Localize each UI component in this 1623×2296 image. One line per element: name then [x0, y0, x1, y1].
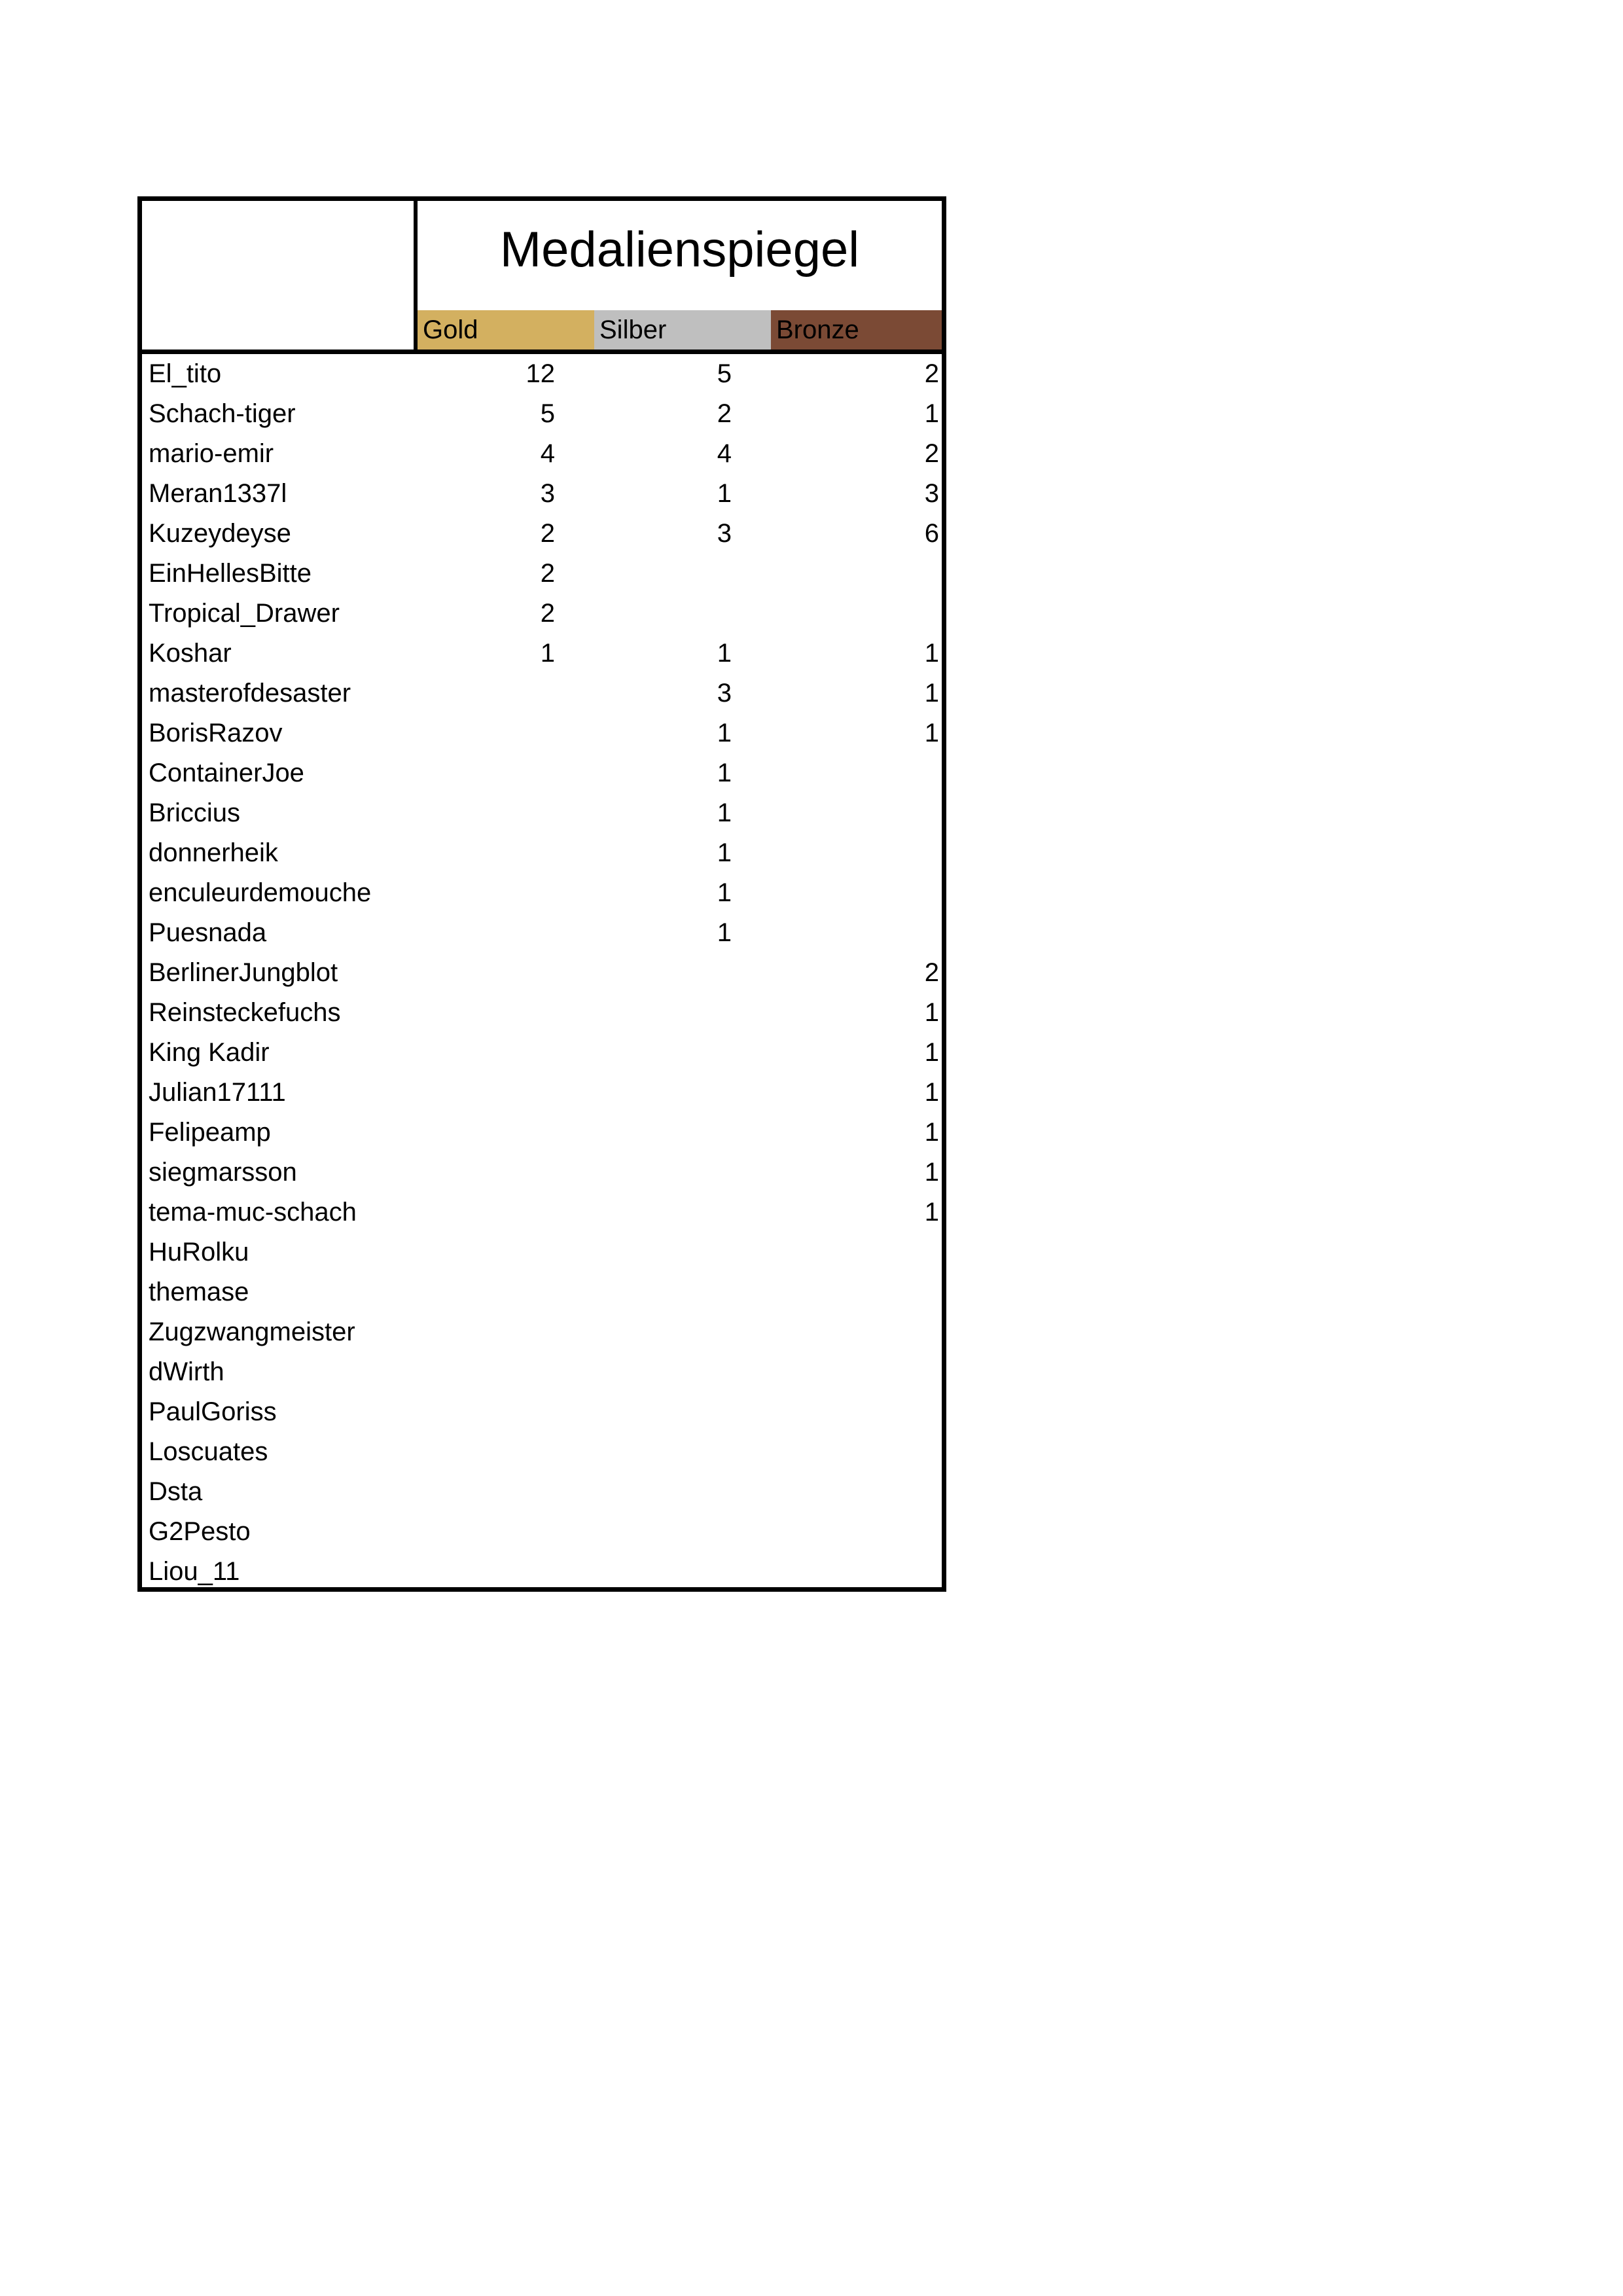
table-row [142, 1432, 942, 1472]
player-name: Dsta [149, 1477, 203, 1506]
table-row [142, 1472, 942, 1512]
table-row [142, 1512, 942, 1552]
player-name: HuRolku [149, 1238, 249, 1266]
table-row [142, 873, 942, 913]
player-name: dWirth [149, 1357, 224, 1386]
table-row [142, 1392, 942, 1432]
player-name: masterofdesaster [149, 679, 351, 708]
table-row [142, 554, 942, 594]
player-name: BerlinerJungblot [149, 958, 338, 987]
bronze-count: 1 [924, 1038, 939, 1067]
player-name: tema-muc-schach [149, 1198, 357, 1227]
player-name: Liou_11 [149, 1557, 240, 1586]
player-name: Felipeamp [149, 1118, 271, 1147]
medal-table [137, 196, 946, 1592]
bronze-count: 1 [924, 719, 939, 747]
silver-count: 1 [717, 918, 732, 947]
table-row [142, 713, 942, 753]
table-row [142, 594, 942, 634]
player-name: Julian17111 [149, 1078, 286, 1107]
gold-count: 12 [526, 359, 555, 388]
table-row [142, 434, 942, 474]
bronze-count: 1 [924, 399, 939, 428]
silver-count: 2 [717, 399, 732, 428]
player-name: Meran1337l [149, 479, 287, 508]
bronze-count: 1 [924, 1078, 939, 1107]
player-name: ContainerJoe [149, 759, 304, 787]
bronze-count: 1 [924, 639, 939, 668]
table-row [142, 953, 942, 993]
column-header-silver: Silber [594, 310, 771, 350]
table-row [142, 1033, 942, 1073]
bronze-count: 3 [924, 479, 939, 508]
bronze-count: 1 [924, 1118, 939, 1147]
table-row [142, 753, 942, 793]
player-name: Zugzwangmeister [149, 1318, 355, 1346]
table-row [142, 394, 942, 434]
gold-count: 2 [540, 599, 555, 628]
bronze-count: 1 [924, 998, 939, 1027]
table-row [142, 1113, 942, 1153]
silver-count: 3 [717, 679, 732, 708]
table-row [142, 1312, 942, 1352]
table-row [142, 474, 942, 514]
player-name: Kuzeydeyse [149, 519, 291, 548]
silver-count: 1 [717, 639, 732, 668]
player-name: themase [149, 1278, 249, 1306]
silver-count: 1 [717, 878, 732, 907]
player-name: Briccius [149, 798, 241, 827]
table-row [142, 1193, 942, 1232]
player-name: mario-emir [149, 439, 274, 468]
player-name: siegmarsson [149, 1158, 297, 1187]
table-row [142, 354, 942, 394]
player-name: Schach-tiger [149, 399, 296, 428]
bronze-count: 1 [924, 679, 939, 708]
player-name: enculeurdemouche [149, 878, 372, 907]
table-row [142, 993, 942, 1033]
silver-count: 5 [717, 359, 732, 388]
player-name: Reinsteckefuchs [149, 998, 341, 1027]
gold-count: 3 [540, 479, 555, 508]
gold-count: 5 [540, 399, 555, 428]
silver-count: 1 [717, 479, 732, 508]
table-row [142, 913, 942, 953]
player-name: G2Pesto [149, 1517, 251, 1546]
bronze-count: 2 [924, 359, 939, 388]
table-row [142, 1352, 942, 1392]
player-name: El_tito [149, 359, 222, 388]
table-row [142, 793, 942, 833]
player-name: Puesnada [149, 918, 267, 947]
table-row [142, 514, 942, 554]
bronze-count: 2 [924, 958, 939, 987]
table-body [142, 354, 942, 1592]
player-name: Koshar [149, 639, 232, 668]
column-header-bronze: Bronze [771, 310, 942, 350]
table-row [142, 1153, 942, 1193]
player-name: King Kadir [149, 1038, 270, 1067]
table-row [142, 833, 942, 873]
gold-count: 1 [540, 639, 555, 668]
table-row [142, 1272, 942, 1312]
bronze-count: 6 [924, 519, 939, 548]
table-row [142, 1232, 942, 1272]
gold-count: 2 [540, 519, 555, 548]
silver-count: 1 [717, 798, 732, 827]
gold-count: 4 [540, 439, 555, 468]
silver-count: 1 [717, 719, 732, 747]
bronze-count: 1 [924, 1158, 939, 1187]
bronze-count: 1 [924, 1198, 939, 1227]
table-row [142, 634, 942, 673]
player-name: Loscuates [149, 1437, 268, 1466]
gold-count: 2 [540, 559, 555, 588]
player-name: PaulGoriss [149, 1397, 277, 1426]
column-header-gold: Gold [418, 310, 594, 350]
player-name: BorisRazov [149, 719, 283, 747]
table-row [142, 1073, 942, 1113]
table-title: Medalienspiegel [499, 222, 860, 278]
silver-count: 1 [717, 759, 732, 787]
table-header [142, 201, 942, 354]
player-name: EinHellesBitte [149, 559, 312, 588]
player-name: Tropical_Drawer [149, 599, 340, 628]
bronze-count: 2 [924, 439, 939, 468]
table-row [142, 1552, 942, 1592]
silver-count: 1 [717, 838, 732, 867]
silver-count: 4 [717, 439, 732, 468]
silver-count: 3 [717, 519, 732, 548]
table-row [142, 673, 942, 713]
player-name: donnerheik [149, 838, 278, 867]
